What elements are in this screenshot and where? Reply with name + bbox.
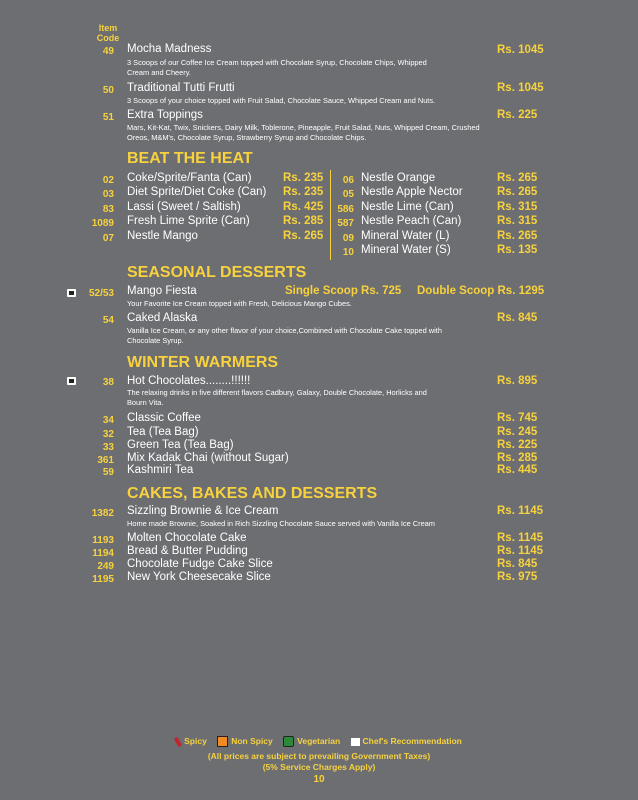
- item-name: Tea (Tea Bag): [127, 426, 199, 438]
- item-code: 50: [102, 85, 114, 96]
- item-price: Rs. 1145: [497, 545, 544, 557]
- item-name: Fresh Lime Sprite (Can): [127, 215, 250, 227]
- item-code-header: Item Code: [96, 23, 120, 43]
- item-code: 49: [102, 46, 114, 57]
- double-scoop-price: Double Scoop Rs. 1295: [417, 285, 545, 297]
- single-scoop-price: Single Scoop Rs. 725: [285, 285, 402, 297]
- section-title-seasonal-desserts: SEASONAL DESSERTS: [127, 264, 307, 281]
- item-name: Bread & Butter Pudding: [127, 545, 248, 557]
- item-price: Rs. 265: [497, 186, 538, 198]
- chef-hat-icon: [351, 738, 360, 746]
- item-price: Rs. 235: [283, 172, 324, 184]
- item-price: Rs. 245: [497, 426, 538, 438]
- item-name: Nestle Orange: [361, 172, 436, 184]
- tax-note: (All prices are subject to prevailing Government Taxes): [207, 751, 431, 761]
- item-code: 54: [102, 315, 114, 326]
- item-price: Rs. 265: [283, 230, 324, 242]
- service-charge-note: (5% Service Charges Apply): [262, 762, 376, 772]
- item-name: Mocha Madness: [127, 43, 212, 55]
- item-description: Vanilla Ice Cream, or any other flavor of your choice,Combined with Chocolate Cake topped with Chocolate Syrup.: [127, 326, 442, 345]
- item-price: Rs. 845: [497, 558, 538, 570]
- item-name: Coke/Sprite/Fanta (Can): [127, 172, 252, 184]
- item-price: Rs. 285: [497, 452, 538, 464]
- item-name: Extra Toppings: [127, 109, 203, 121]
- item-name: Nestle Peach (Can): [361, 215, 462, 227]
- page-number: 10: [313, 774, 325, 785]
- item-description: 3 Scoops of your choice topped with Fruit Salad, Chocolate Sauce, Whipped Cream and Nuts.: [127, 96, 436, 105]
- chef-hat-icon: [67, 289, 76, 297]
- item-name: Chocolate Fudge Cake Slice: [127, 558, 273, 570]
- item-price: Rs. 975: [497, 571, 538, 583]
- section-title-beat-the-heat: BEAT THE HEAT: [127, 150, 253, 167]
- item-code: 05: [342, 189, 354, 200]
- item-price: Rs. 225: [497, 109, 538, 121]
- item-price: Rs. 285: [283, 215, 324, 227]
- item-price: Rs. 235: [283, 186, 324, 198]
- item-code: 83: [102, 204, 114, 215]
- item-code: 361: [97, 455, 114, 466]
- item-code: 02: [102, 175, 114, 186]
- item-code: 51: [102, 112, 114, 123]
- item-description: The relaxing drinks in five different flavors Cadbury, Galaxy, Double Chocolate, Horlicks and Bourn Vita.: [127, 388, 427, 407]
- item-code: 249: [97, 561, 114, 572]
- item-price: Rs. 895: [497, 375, 538, 387]
- vegetarian-icon: [283, 736, 294, 747]
- item-name: Molten Chocolate Cake: [127, 532, 247, 544]
- item-price: Rs. 425: [283, 201, 324, 213]
- item-code: 1193: [92, 535, 114, 546]
- item-name: Hot Chocolates........!!!!!!: [127, 375, 251, 387]
- item-name: Traditional Tutti Frutti: [127, 82, 235, 94]
- item-name: Green Tea (Tea Bag): [127, 439, 234, 451]
- item-name: Caked Alaska: [127, 312, 198, 324]
- item-name: Lassi (Sweet / Saltish): [127, 201, 241, 213]
- chef-hat-icon: [67, 377, 76, 385]
- item-code: 38: [102, 377, 114, 388]
- item-price: Rs. 225: [497, 439, 538, 451]
- item-price: Rs. 1045: [497, 82, 544, 94]
- item-price: Rs. 745: [497, 412, 538, 424]
- item-code: 586: [337, 204, 354, 215]
- item-code: 1382: [91, 508, 114, 519]
- item-description: Your Favorite Ice Cream topped with Fresh, Delicious Mango Cubes.: [127, 299, 352, 308]
- item-name: Nestle Lime (Can): [361, 201, 454, 213]
- item-name: Kashmiri Tea: [127, 464, 194, 476]
- item-price: Rs. 265: [497, 230, 538, 242]
- item-code: 03: [102, 189, 114, 200]
- item-price: Rs. 845: [497, 312, 538, 324]
- item-price: Rs. 1045: [497, 44, 544, 56]
- item-price: Rs. 315: [497, 215, 538, 227]
- item-price: Rs. 445: [497, 464, 538, 476]
- item-price: Rs. 265: [497, 172, 538, 184]
- item-code: 1194: [92, 548, 114, 559]
- item-name: Mineral Water (L): [361, 230, 450, 242]
- item-code: 09: [342, 233, 354, 244]
- non-spicy-icon: [217, 736, 228, 747]
- item-name: Mineral Water (S): [361, 244, 451, 256]
- item-code: 1195: [92, 574, 114, 585]
- chili-icon: [174, 736, 182, 747]
- item-name: Sizzling Brownie & Ice Cream: [127, 505, 279, 517]
- item-code: 07: [102, 233, 114, 244]
- item-code: 32: [102, 429, 114, 440]
- section-title-cakes: CAKES, BAKES AND DESSERTS: [127, 485, 378, 502]
- item-name: Classic Coffee: [127, 412, 201, 424]
- item-code: 10: [342, 247, 354, 258]
- item-code: 34: [102, 415, 114, 426]
- item-description: 3 Scoops of our Coffee Ice Cream topped with Chocolate Syrup, Chocolate Chips, Whipped Cream and Cheery.: [127, 58, 427, 77]
- item-price: Rs. 1145: [497, 532, 544, 544]
- item-description: Home made Brownie, Soaked in Rich Sizzling Chocolate Sauce served with Vanilla Ice Cream: [127, 519, 435, 528]
- item-name: New York Cheesecake Slice: [127, 571, 271, 583]
- item-name: Mango Fiesta: [127, 285, 197, 297]
- item-code: 52/53: [88, 288, 114, 299]
- item-code: 587: [337, 218, 354, 229]
- item-name: Nestle Mango: [127, 230, 198, 242]
- item-name: Mix Kadak Chai (without Sugar): [127, 452, 289, 464]
- section-title-winter-warmers: WINTER WARMERS: [127, 354, 279, 371]
- item-code: 06: [342, 175, 354, 186]
- item-name: Nestle Apple Nector: [361, 186, 463, 198]
- item-price: Rs. 1145: [497, 505, 544, 517]
- item-description: Mars, Kit-Kat, Twix, Snickers, Dairy Milk, Toblerone, Pineapple, Fruit Salad, Nuts, Whipped Cream, Crushed Oreos, M&M's, Chocolate Syrup, Strawberry Syrup and Chocolate Chips.: [127, 123, 480, 142]
- item-price: Rs. 315: [497, 201, 538, 213]
- item-code: 33: [102, 442, 114, 453]
- legend: Spicy Non Spicy Vegetarian Chef's Recommendation: [0, 736, 638, 747]
- item-name: Diet Sprite/Diet Coke (Can): [127, 186, 267, 198]
- item-price: Rs. 135: [497, 244, 538, 256]
- item-code: 1089: [91, 218, 114, 229]
- item-code: 59: [102, 467, 114, 478]
